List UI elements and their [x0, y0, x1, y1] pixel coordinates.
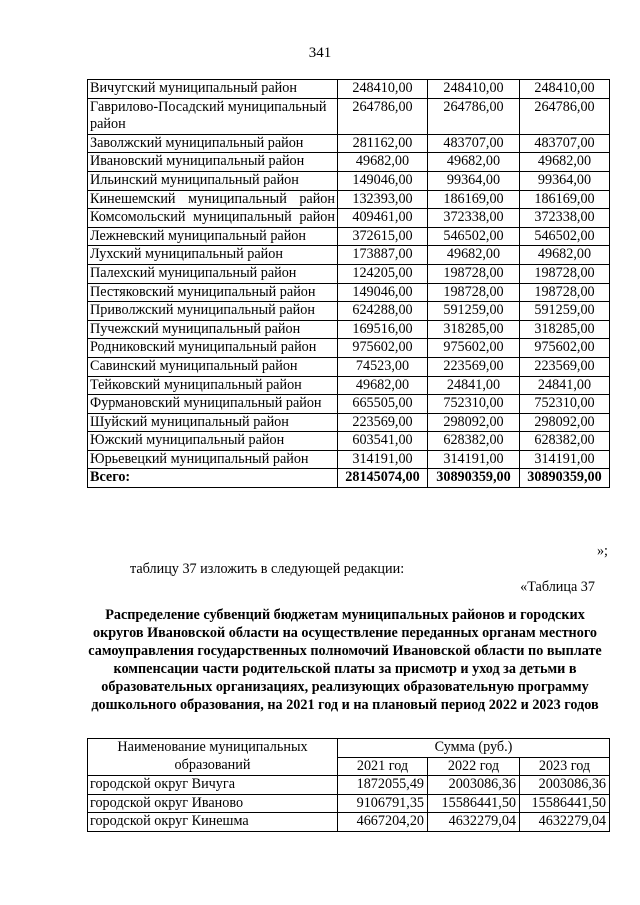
subvention-table-continued — [87, 79, 610, 488]
district-name: Кинешемский муниципальный район — [88, 190, 338, 209]
value-2021: 1872055,49 — [338, 776, 428, 795]
value-2022: 483707,00 — [428, 134, 520, 153]
value-2023: 591259,00 — [520, 302, 610, 321]
value-2021: 149046,00 — [338, 171, 428, 190]
value-2023: 99364,00 — [520, 171, 610, 190]
value-2023: 198728,00 — [520, 264, 610, 283]
total-2021: 28145074,00 — [338, 469, 428, 488]
closing-quote: »; — [596, 543, 608, 559]
value-2021: 372615,00 — [338, 227, 428, 246]
column-header-2022: 2022 год — [428, 757, 520, 776]
table-row — [88, 376, 610, 395]
value-2021: 149046,00 — [338, 283, 428, 302]
value-2023: 24841,00 — [520, 376, 610, 395]
value-2021: 74523,00 — [338, 357, 428, 376]
district-name: Ильинский муниципальный район — [88, 171, 338, 190]
value-2021: 603541,00 — [338, 432, 428, 451]
district-name: Лежневский муниципальный район — [88, 227, 338, 246]
table-row — [88, 264, 610, 283]
table-row — [88, 432, 610, 451]
value-2021: 4667204,20 — [338, 813, 428, 832]
value-2022: 546502,00 — [428, 227, 520, 246]
table-row — [88, 209, 610, 228]
value-2021: 49682,00 — [338, 376, 428, 395]
value-2022: 24841,00 — [428, 376, 520, 395]
value-2022: 186169,00 — [428, 190, 520, 209]
value-2022: 975602,00 — [428, 339, 520, 358]
value-2023: 186169,00 — [520, 190, 610, 209]
district-name: Фурмановский муниципальный район — [88, 395, 338, 414]
table-row — [88, 190, 610, 209]
total-label: Всего: — [88, 469, 338, 488]
value-2021: 49682,00 — [338, 153, 428, 172]
total-2022: 30890359,00 — [428, 469, 520, 488]
value-2022: 628382,00 — [428, 432, 520, 451]
value-2022: 49682,00 — [428, 246, 520, 265]
district-name: Южский муниципальный район — [88, 432, 338, 451]
value-2022: 49682,00 — [428, 153, 520, 172]
district-name: Приволжский муниципальный район — [88, 302, 338, 321]
table-row — [88, 413, 610, 432]
table-row — [88, 246, 610, 265]
value-2022: 15586441,50 — [428, 794, 520, 813]
value-2022: 99364,00 — [428, 171, 520, 190]
value-2023: 264786,00 — [520, 98, 610, 134]
value-2022: 264786,00 — [428, 98, 520, 134]
value-2022: 2003086,36 — [428, 776, 520, 795]
district-name: городской округ Кинешма — [88, 813, 338, 832]
table-row — [88, 302, 610, 321]
value-2021: 409461,00 — [338, 209, 428, 228]
table-row — [88, 339, 610, 358]
value-2022: 4632279,04 — [428, 813, 520, 832]
table-row — [88, 80, 610, 99]
table-row — [88, 98, 610, 134]
district-name: Пучежский муниципальный район — [88, 320, 338, 339]
value-2023: 223569,00 — [520, 357, 610, 376]
district-name: Савинский муниципальный район — [88, 357, 338, 376]
column-header-2023: 2023 год — [520, 757, 610, 776]
value-2021: 173887,00 — [338, 246, 428, 265]
value-2021: 223569,00 — [338, 413, 428, 432]
district-name: Вичугский муниципальный район — [88, 80, 338, 99]
subvention-table-37 — [87, 738, 610, 832]
district-name: Лухский муниципальный район — [88, 246, 338, 265]
value-2022: 198728,00 — [428, 264, 520, 283]
district-name: городской округ Иваново — [88, 794, 338, 813]
table-row — [88, 283, 610, 302]
value-2023: 318285,00 — [520, 320, 610, 339]
value-2023: 314191,00 — [520, 450, 610, 469]
value-2022: 318285,00 — [428, 320, 520, 339]
table-row — [88, 395, 610, 414]
value-2023: 298092,00 — [520, 413, 610, 432]
table-row — [88, 153, 610, 172]
district-name: Комсомольский муниципальный район — [88, 209, 338, 228]
value-2021: 124205,00 — [338, 264, 428, 283]
value-2023: 49682,00 — [520, 153, 610, 172]
value-2023: 248410,00 — [520, 80, 610, 99]
value-2022: 314191,00 — [428, 450, 520, 469]
value-2023: 975602,00 — [520, 339, 610, 358]
table-row — [88, 227, 610, 246]
table-row — [88, 357, 610, 376]
value-2021: 665505,00 — [338, 395, 428, 414]
table-label: «Таблица 37 — [520, 579, 595, 595]
value-2022: 248410,00 — [428, 80, 520, 99]
total-row — [88, 469, 610, 488]
value-2022: 752310,00 — [428, 395, 520, 414]
page-number: 341 — [308, 45, 332, 61]
district-name: городской округ Вичуга — [88, 776, 338, 795]
value-2021: 248410,00 — [338, 80, 428, 99]
column-header-name: Наименование муниципальных образований — [88, 739, 338, 776]
value-2022: 198728,00 — [428, 283, 520, 302]
district-name: Палехский муниципальный район — [88, 264, 338, 283]
value-2021: 169516,00 — [338, 320, 428, 339]
value-2022: 223569,00 — [428, 357, 520, 376]
column-header-2021: 2021 год — [338, 757, 428, 776]
table-row — [88, 776, 610, 795]
table-row — [88, 320, 610, 339]
value-2023: 4632279,04 — [520, 813, 610, 832]
district-name: Гаврилово-Посадский муниципальный район — [88, 98, 338, 134]
value-2023: 752310,00 — [520, 395, 610, 414]
district-name: Тейковский муниципальный район — [88, 376, 338, 395]
amendment-instruction: таблицу 37 изложить в следующей редакции: — [130, 561, 405, 577]
value-2022: 298092,00 — [428, 413, 520, 432]
table-row — [88, 450, 610, 469]
column-header-sum: Сумма (руб.) — [338, 739, 610, 758]
value-2023: 198728,00 — [520, 283, 610, 302]
table-row — [88, 171, 610, 190]
table-row — [88, 813, 610, 832]
district-name: Пестяковский муниципальный район — [88, 283, 338, 302]
value-2021: 9106791,35 — [338, 794, 428, 813]
table-heading: Распределение субвенций бюджетам муниципальных районов и городских округов Ивановской области на осуществление переданных органам местного самоуправления государственных полномочий Ивановской области по выплате компенсации части родительской платы за присмотр и уход за детьми в образовательных организациях, реализующих образовательную программу дошкольного образования, на 2021 год и на плановый период 2022 и 2023 годов — [88, 607, 602, 714]
district-name: Заволжский муниципальный район — [88, 134, 338, 153]
value-2023: 2003086,36 — [520, 776, 610, 795]
value-2023: 49682,00 — [520, 246, 610, 265]
value-2023: 546502,00 — [520, 227, 610, 246]
value-2022: 372338,00 — [428, 209, 520, 228]
value-2023: 483707,00 — [520, 134, 610, 153]
value-2021: 624288,00 — [338, 302, 428, 321]
value-2021: 314191,00 — [338, 450, 428, 469]
value-2023: 372338,00 — [520, 209, 610, 228]
table-row — [88, 794, 610, 813]
district-name: Родниковский муниципальный район — [88, 339, 338, 358]
value-2021: 975602,00 — [338, 339, 428, 358]
value-2023: 15586441,50 — [520, 794, 610, 813]
district-name: Ивановский муниципальный район — [88, 153, 338, 172]
table-row — [88, 134, 610, 153]
value-2023: 628382,00 — [520, 432, 610, 451]
district-name: Юрьевецкий муниципальный район — [88, 450, 338, 469]
value-2022: 591259,00 — [428, 302, 520, 321]
value-2021: 132393,00 — [338, 190, 428, 209]
value-2021: 281162,00 — [338, 134, 428, 153]
header-row — [88, 739, 610, 758]
district-name: Шуйский муниципальный район — [88, 413, 338, 432]
total-2023: 30890359,00 — [520, 469, 610, 488]
value-2021: 264786,00 — [338, 98, 428, 134]
